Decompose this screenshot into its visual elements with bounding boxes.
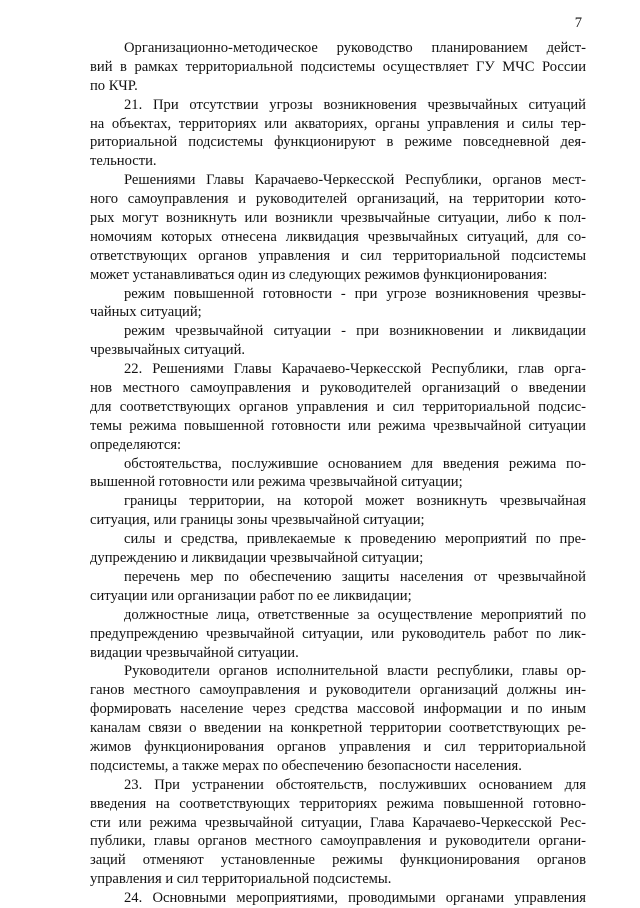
text-line: жимов функционирования органов управления и сил территориальной (90, 738, 586, 755)
text-line: на объектах, территориях или акваториях, органы управления и силы тер- (90, 115, 586, 132)
text-line: 22. Решениями Главы Карачаево-Черкесской Республики, глав орга- (124, 361, 586, 378)
text-line: темы режима повышенной готовности или режима чрезвычайной ситуации (90, 417, 586, 434)
text-line: может устанавливаться один из следующих режимов функционирования: (90, 266, 548, 283)
text-line: управления и сил территориальной подсистемы. (90, 871, 392, 888)
text-line: чрезвычайных ситуаций. (90, 342, 246, 359)
page-number: 7 (574, 15, 582, 31)
text-line: нов местного самоуправления и руководителей организаций о введении (90, 380, 586, 397)
text-line: перечень мер по обеспечению защиты населения от чрезвычайной (124, 568, 586, 585)
text-line: тельности. (90, 153, 157, 170)
text-line: ганов местного самоуправления и руководители организаций должны ин- (90, 682, 586, 699)
text-line: вий в рамках территориальной подсистемы осуществляет ГУ МЧС России (90, 58, 586, 75)
document-body (90, 39, 586, 908)
text-line: видации чрезвычайной ситуации. (90, 644, 299, 661)
text-line: должностные лица, ответственные за осуществление мероприятий по (124, 606, 586, 623)
text-line: введения на соответствующих территориях режима повышенной готовно- (90, 795, 586, 812)
text-line: ного самоуправления и руководителей организаций, на территории кото- (90, 191, 586, 208)
text-line: Организационно-методическое руководство планированием дейст- (124, 40, 586, 56)
text-line: рых могут возникнуть или возникли чрезвычайные ситуации, либо к пол- (90, 210, 586, 227)
text-line: Руководители органов исполнительной власти республики, главы ор- (124, 663, 586, 680)
text-line: риториальной подсистемы функционируют в режиме повседневной дея- (90, 134, 586, 151)
text-line: каналам связи о введении на конкретной территории соответствующих ре- (90, 720, 586, 737)
text-line: номочиям которых отнесена ликвидация чрезвычайных ситуаций, для со- (90, 228, 586, 245)
text-line: публики, главы органов местного самоуправления и руководители органи- (90, 833, 586, 850)
text-line: режим чрезвычайной ситуации - при возникновении и ликвидации (124, 323, 586, 340)
text-line: силы и средства, привлекаемые к проведению мероприятий по пре- (124, 531, 586, 548)
text-line: 24. Основными мероприятиями, проводимыми органами управления (124, 890, 586, 907)
text-line: вышенной готовности или режима чрезвычайной ситуации; (90, 474, 463, 491)
text-line: определяются: (90, 436, 182, 453)
text-line: ситуация, или границы зоны чрезвычайной ситуации; (90, 512, 425, 529)
text-line: 21. При отсутствии угрозы возникновения чрезвычайных ситуаций (124, 96, 586, 113)
text-line: обстоятельства, послужившие основанием для введения режима по- (124, 455, 586, 472)
text-line: границы территории, на которой может возникнуть чрезвычайная (124, 493, 586, 510)
text-line: ответствующих органов управления и сил территориальной подсистемы (90, 247, 586, 264)
text-line: чайных ситуаций; (90, 304, 202, 321)
text-line: сти или режима чрезвычайной ситуации, Глава Карачаево-Черкесской Рес- (90, 814, 586, 831)
text-line: режим повышенной готовности - при угрозе возникновения чрезвы- (124, 285, 586, 302)
text-line: дупреждению и ликвидации чрезвычайной ситуации; (90, 550, 424, 567)
text-line: формировать население через средства массовой информации и по иным (90, 701, 586, 718)
text-line: предупреждению чрезвычайной ситуации, или руководитель работ по лик- (90, 625, 586, 642)
text-line: по КЧР. (90, 77, 138, 94)
text-line: подсистемы, а также мерах по обеспечению безопасности населения. (90, 757, 522, 774)
text-line: Решениями Главы Карачаево-Черкесской Республики, органов мест- (124, 172, 586, 189)
text-line: для соответствующих органов управления и сил территориальной подсис- (90, 398, 586, 415)
text-line: заций отменяют установленные режимы функционирования органов (90, 852, 586, 869)
text-line: 23. При устранении обстоятельств, послуживших основанием для (124, 776, 586, 793)
text-line: ситуации или организации работ по ее ликвидации; (90, 587, 412, 604)
